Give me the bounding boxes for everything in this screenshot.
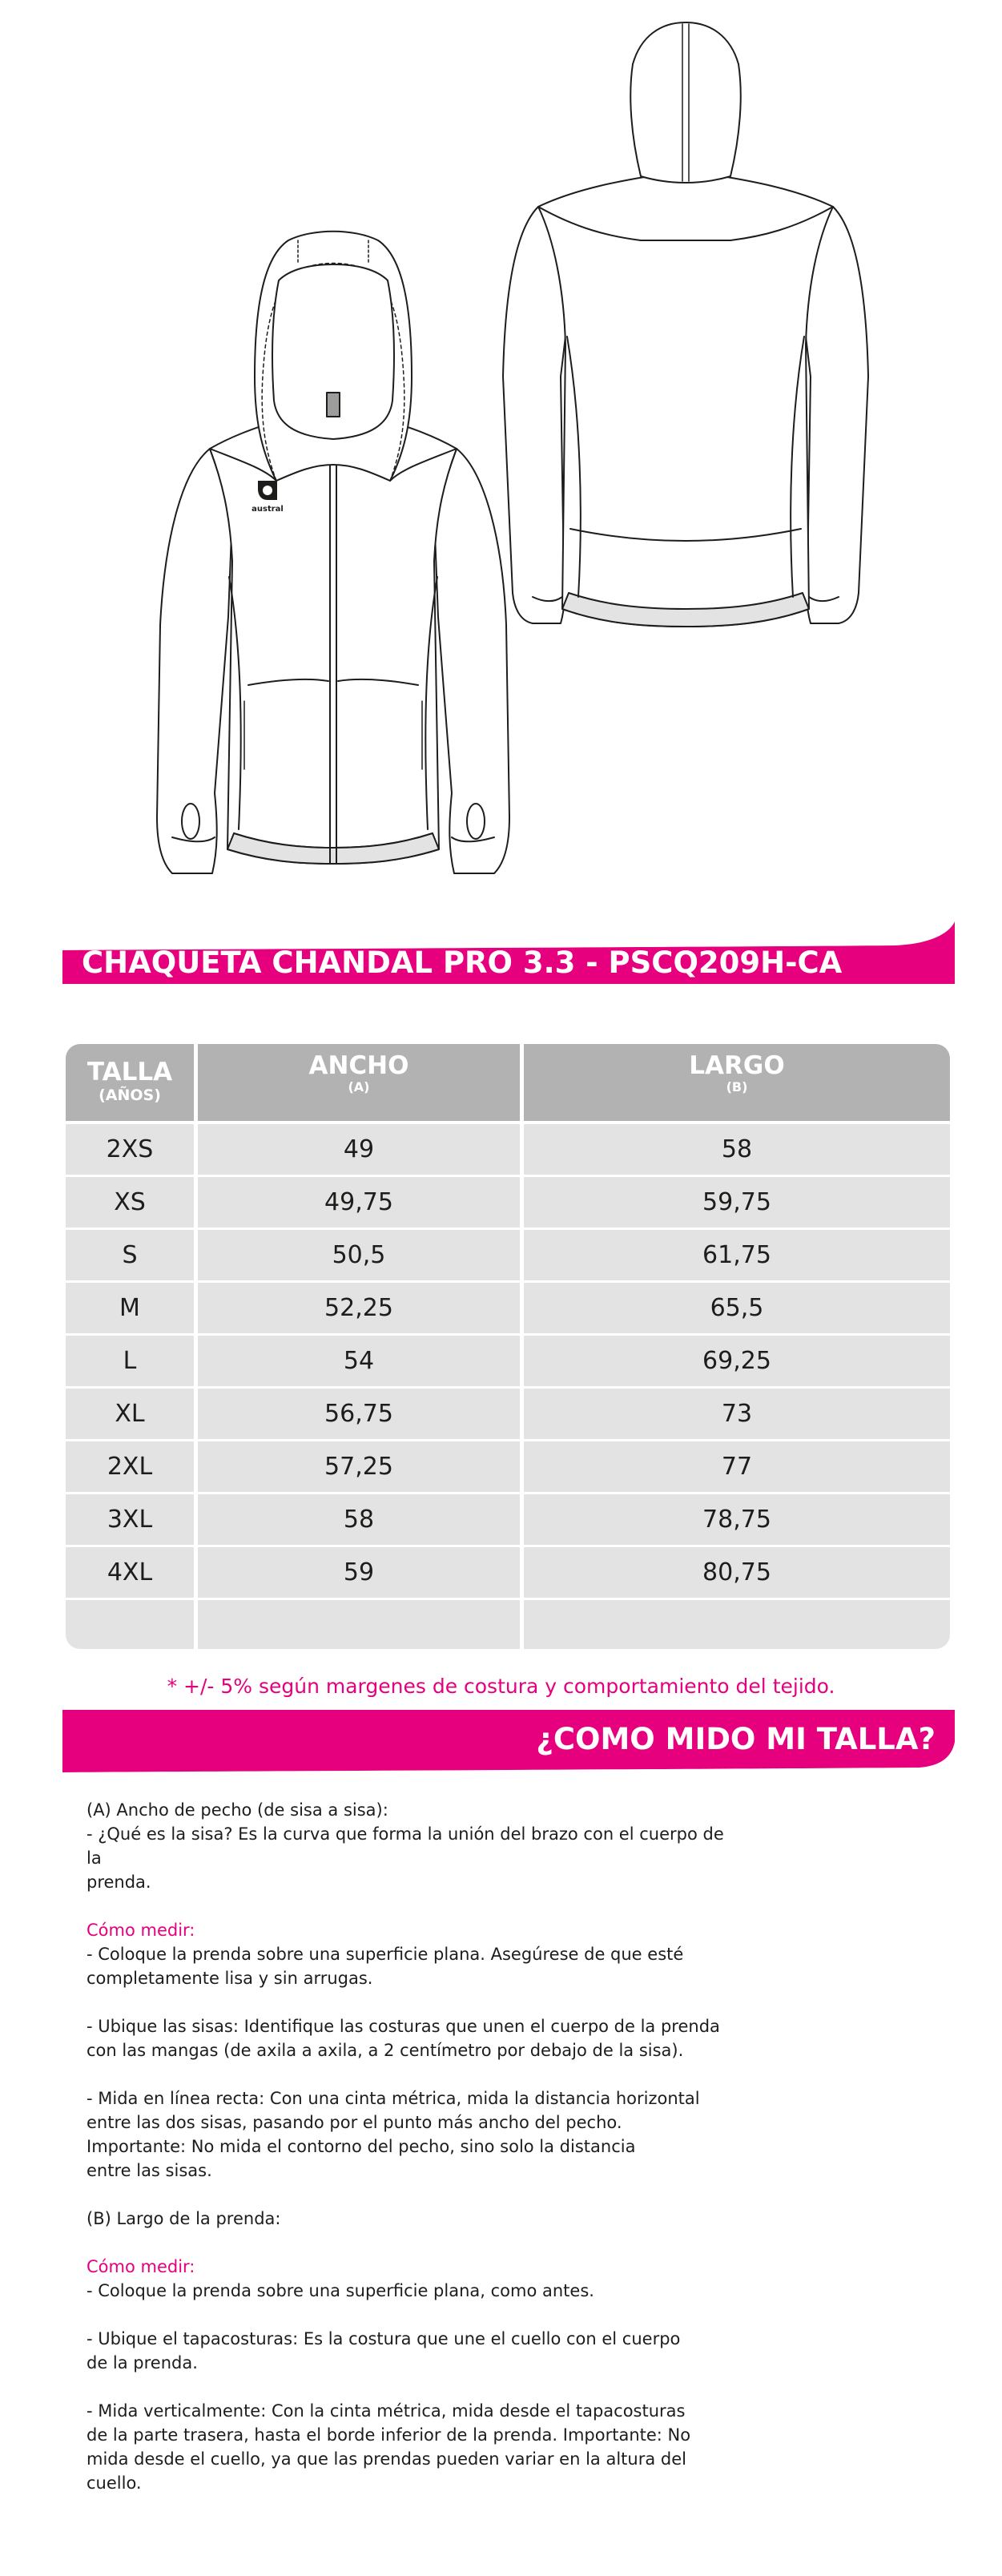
product-title-banner xyxy=(62,921,955,984)
instruction-gap xyxy=(87,2375,743,2399)
cell-ancho: 50,5 xyxy=(198,1230,520,1280)
svg-text:austral: austral xyxy=(252,505,284,514)
instruction-line: - Coloque la prenda sobre una superficie plana, como antes. xyxy=(87,2281,594,2300)
cell-largo: 69,25 xyxy=(524,1336,950,1386)
cell-talla: S xyxy=(66,1230,194,1280)
instruction-line: Importante: No mida el contorno del pecho, sino solo la distancia xyxy=(87,2137,636,2156)
cell-talla xyxy=(66,1600,194,1649)
instruction-line: - Mida verticalmente: Con la cinta métrica, mida desde el tapacosturas xyxy=(87,2401,686,2421)
table-row xyxy=(66,1389,950,1439)
instruction-line: prenda. xyxy=(87,1873,151,1892)
instruction-gap xyxy=(87,1894,743,1918)
instruction-line: Cómo medir: xyxy=(87,1921,195,1940)
cell-ancho xyxy=(198,1600,520,1649)
cell-largo: 61,75 xyxy=(524,1230,950,1280)
front-jacket-drawing xyxy=(157,232,509,873)
cell-largo: 73 xyxy=(524,1389,950,1439)
instruction-line: con las mangas (de axila a axila, a 2 centímetro por debajo de la sisa). xyxy=(87,2041,684,2060)
instruction-line: completamente lisa y sin arrugas. xyxy=(87,1969,373,1988)
size-table-header xyxy=(66,1044,950,1121)
cell-ancho: 49 xyxy=(198,1124,520,1175)
cell-largo: 59,75 xyxy=(524,1177,950,1228)
table-row xyxy=(66,1177,950,1228)
table-row xyxy=(66,1336,950,1386)
instruction-line: Cómo medir: xyxy=(87,2257,195,2276)
cell-largo: 58 xyxy=(524,1124,950,1175)
cell-ancho: 54 xyxy=(198,1336,520,1386)
garment-drawings xyxy=(0,0,1002,897)
cell-largo: 80,75 xyxy=(524,1547,950,1598)
cell-talla: 2XS xyxy=(66,1124,194,1175)
cell-ancho: 59 xyxy=(198,1547,520,1598)
header-largo: LARGO (B) xyxy=(524,1044,950,1121)
cell-talla: XS xyxy=(66,1177,194,1228)
instruction-gap xyxy=(87,2231,743,2255)
table-row xyxy=(66,1124,950,1175)
cell-ancho: 49,75 xyxy=(198,1177,520,1228)
instruction-line: de la prenda. xyxy=(87,2353,198,2372)
instruction-line: de la parte trasera, hasta el borde inferior de la prenda. Importante: No xyxy=(87,2425,691,2445)
back-jacket-drawing xyxy=(503,22,868,627)
cell-largo xyxy=(524,1600,950,1649)
instruction-gap xyxy=(87,2303,743,2327)
table-row xyxy=(66,1494,950,1545)
instruction-line: (A) Ancho de pecho (de sisa a sisa): xyxy=(87,1800,388,1820)
header-talla: TALLA (AÑOS) xyxy=(66,1044,194,1121)
instruction-line: - Coloque la prenda sobre una superficie plana. Asegúrese de que esté xyxy=(87,1945,684,1964)
cell-ancho: 57,25 xyxy=(198,1441,520,1492)
cell-largo: 65,5 xyxy=(524,1283,950,1333)
instruction-line: - Ubique el tapacosturas: Es la costura que une el cuello con el cuerpo xyxy=(87,2329,681,2348)
size-table xyxy=(66,1044,950,1649)
table-row xyxy=(66,1441,950,1492)
instruction-line: - Mida en línea recta: Con una cinta métrica, mida la distancia horizontal xyxy=(87,2089,700,2108)
header-ancho: ANCHO (A) xyxy=(198,1044,520,1121)
table-row xyxy=(66,1600,950,1649)
table-row xyxy=(66,1283,950,1333)
table-row xyxy=(66,1547,950,1598)
instruction-line: mida desde el cuello, ya que las prendas pueden variar en la altura del xyxy=(87,2449,686,2469)
instruction-line: - Ubique las sisas: Identifique las costuras que unen el cuerpo de la prenda xyxy=(87,2017,720,2036)
instruction-line: entre las sisas. xyxy=(87,2161,212,2180)
cell-ancho: 56,75 xyxy=(198,1389,520,1439)
tolerance-note: * +/- 5% según margenes de costura y comportamiento del tejido. xyxy=(167,1675,835,1698)
cell-talla: 4XL xyxy=(66,1547,194,1598)
table-row xyxy=(66,1230,950,1280)
measure-instructions xyxy=(87,1798,743,2495)
cell-largo: 78,75 xyxy=(524,1494,950,1545)
cell-talla: M xyxy=(66,1283,194,1333)
instruction-line: (B) Largo de la prenda: xyxy=(87,2209,281,2228)
cell-largo: 77 xyxy=(524,1441,950,1492)
how-to-banner xyxy=(62,1710,955,1772)
instruction-gap xyxy=(87,2062,743,2086)
how-to-title: ¿COMO MIDO MI TALLA? xyxy=(536,1722,936,1756)
cell-talla: L xyxy=(66,1336,194,1386)
instruction-gap xyxy=(87,1990,743,2014)
instruction-line: cuello. xyxy=(87,2473,142,2493)
instruction-gap xyxy=(87,2183,743,2207)
cell-ancho: 58 xyxy=(198,1494,520,1545)
cell-ancho: 52,25 xyxy=(198,1283,520,1333)
product-title: CHAQUETA CHANDAL PRO 3.3 - PSCQ209H-CA xyxy=(82,945,843,980)
instruction-line: - ¿Qué es la sisa? Es la curva que forma la unión del brazo con el cuerpo de la xyxy=(87,1824,724,1868)
cell-talla: XL xyxy=(66,1389,194,1439)
instruction-line: entre las dos sisas, pasando por el punto más ancho del pecho. xyxy=(87,2113,622,2132)
cell-talla: 3XL xyxy=(66,1494,194,1545)
cell-talla: 2XL xyxy=(66,1441,194,1492)
